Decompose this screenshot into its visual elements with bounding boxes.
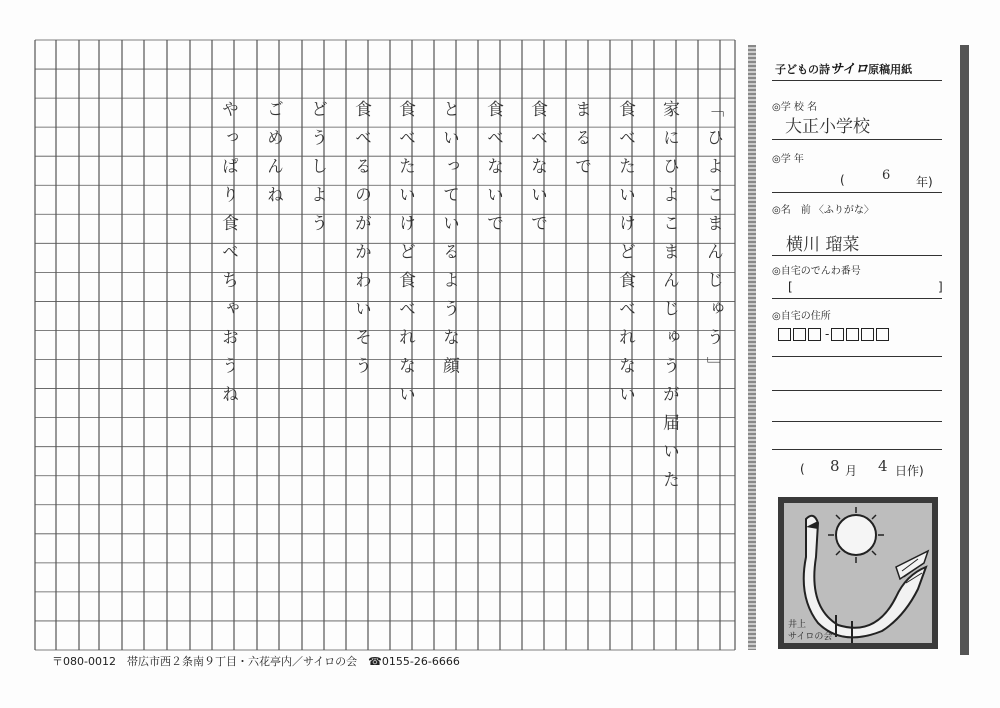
manuscript-line: 食べたいけど食べれない [395,100,415,414]
phone-label: ◎自宅のでんわ番号 [772,266,861,277]
day-value: 4 [878,457,888,475]
month-label: 月 [845,464,858,478]
manuscript-column [262,100,284,214]
postal-separator: - [825,327,830,341]
manuscript-line: やっぱり食べちゃおうね [218,100,238,414]
grade-open: ( [840,173,845,187]
manuscript-column [438,100,460,385]
manuscript-column [394,100,416,414]
day-label: 日作) [895,464,924,478]
divider [772,192,942,193]
grade-close: 年) [916,175,933,189]
manuscript-line: といっているような顔 [439,100,459,385]
divider [772,80,942,81]
postal-box [808,328,821,341]
name-label: ◎名 前 〈ふりがな〉 [772,205,874,216]
form-title: 子どもの詩サイロ原稿用紙 [775,62,913,77]
manuscript-line: 食べないで [527,100,547,243]
divider [772,255,942,256]
grade-label: ◎学 年 [772,154,804,165]
manuscript-line: まるで [571,100,591,186]
manuscript-line: 食べるのがかわいそう [351,100,371,385]
postal-box [876,328,889,341]
art-caption-group: サイロの会 [788,632,833,642]
manuscript-column [570,100,592,186]
divider [772,139,942,140]
phone-open: [ [788,280,793,294]
manuscript-line: 食べたいけど食べれない [615,100,635,414]
manuscript-column [306,100,328,243]
manuscript-column [614,100,636,414]
manuscript-column [658,100,680,499]
phone-close: ] [938,280,943,294]
address-line [772,356,942,357]
manuscript-column [702,100,724,385]
address-line [772,421,942,422]
month-value: 8 [830,457,840,475]
divider [772,298,942,299]
address-line [772,390,942,391]
manuscript-line: 「ひよこまんじゅう」 [703,100,723,385]
postal-box [793,328,806,341]
address-label: ◎自宅の住所 [772,311,831,322]
edge-strip [960,45,969,655]
postal-box [831,328,844,341]
manuscript-column [482,100,504,243]
manuscript-line: 食べないで [483,100,503,243]
manuscript-line: ごめんね [263,100,283,214]
divider [772,449,942,450]
perforation-divider [748,45,756,650]
date-open: ( [800,462,805,476]
manuscript-column [526,100,548,243]
name-value: 横川 瑠菜 [786,235,860,255]
school-label: ◎学 校 名 [772,102,818,113]
manuscript-column [350,100,372,385]
postal-code-boxes [778,327,891,341]
postal-box [861,328,874,341]
bird-sun-woodcut [778,497,938,649]
school-value: 大正小学校 [785,117,870,137]
postal-box [778,328,791,341]
manuscript-column [217,100,239,414]
footer-address: 〒080-0012 帯広市西２条南９丁目・六花亭内／サイロの会 ☎0155-26-6666 [52,655,460,668]
manuscript-line: 家にひよこまんじゅうが届いた [659,100,679,499]
grade-value: 6 [882,168,891,183]
manuscript-line: どうしよう [307,100,327,243]
postal-box [846,328,859,341]
art-caption-name: 井上 [788,620,807,630]
